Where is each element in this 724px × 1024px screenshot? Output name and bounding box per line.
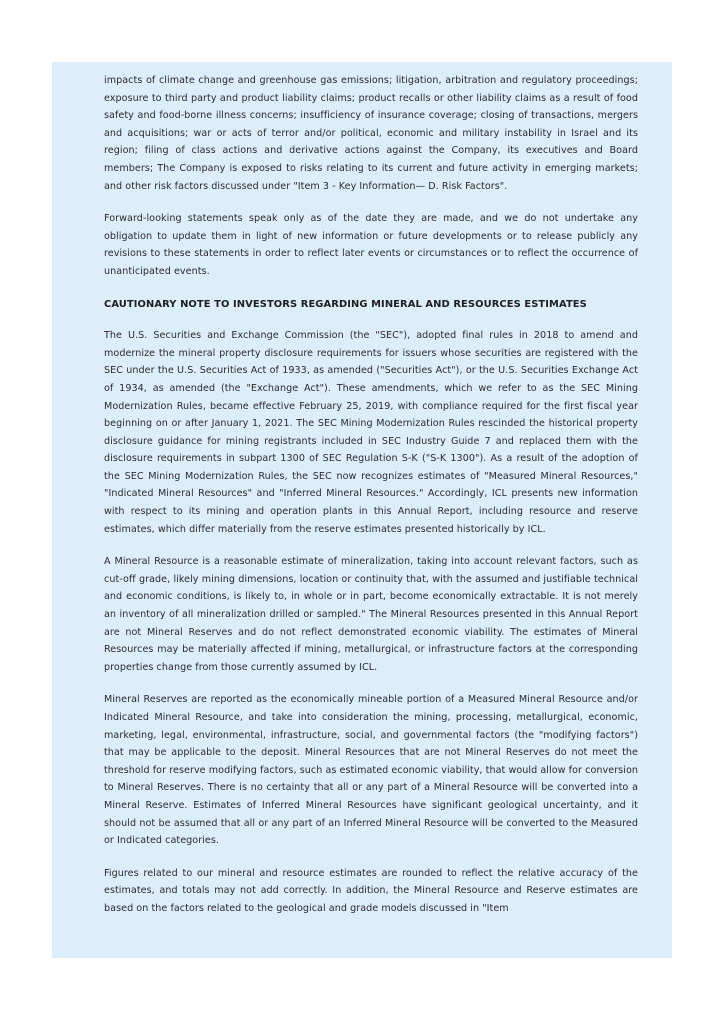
paragraph-mineral-reserves: Mineral Reserves are reported as the economically mineable portion of a Measured Mineral Resource and/or Indicated Mineral Resource, and take into consideration the mining, processing, metallurgical, economic, marketing, legal, environmental, infrastructure, social, and governmental factors (the "modifying factors") that may be applicable to the deposit. Mineral Resources that are not Mineral Reserves do not meet the threshold for reserve modifying factors, such as estimated economic viability, that would allow for conversion to Mineral Reserves. There is no certainty that all or any part of a Mineral Resource will be converted into a Mineral Reserve. Estimates of Inferred Mineral Resources have significant geological uncertainty, and it should not be assumed that all or any part of an Inferred Mineral Resource will be converted to the Measured or Indicated categories. <box>104 694 638 847</box>
paragraph-risk-factors: impacts of climate change and greenhouse gas emissions; litigation, arbitration and regulatory proceedings; exposure to third party and product liability claims; product recalls or other liability claims as a result of food safety and food-borne illness concerns; insufficiency of insurance coverage; closing of transactions, mergers and acquisitions; war or acts of terror and/or political, economic and military instability in Israel and its region; filing of class actions and derivative actions against the Company, its executives and Board members; The Company is exposed to risks relating to its current and future activity in emerging markets; and other risk factors discussed under "Item 3 - Key Information— D. Risk Factors". <box>104 75 638 192</box>
paragraph-mineral-resource: A Mineral Resource is a reasonable estimate of mineralization, taking into account relevant factors, such as cut-off grade, likely mining dimensions, location or continuity that, with the assumed and justifiable technical and economic conditions, is likely to, in whole or in part, become economically extractable. It is not merely an inventory of all mineralization drilled or sampled." The Mineral Resources presented in this Annual Report are not Mineral Reserves and do not reflect demonstrated economic viability. The estimates of Mineral Resources may be materially affected if mining, metallurgical, or infrastructure factors at the corresponding properties change from those currently assumed by ICL. <box>104 556 638 673</box>
paragraph-forward-looking: Forward-looking statements speak only as of the date they are made, and we do not undertake any obligation to update them in light of new information or future developments or to release publicly any revisions to these statements in order to reflect later events or circumstances or to reflect the occurrence of unanticipated events. <box>104 213 638 277</box>
paragraph-figures-rounding: Figures related to our mineral and resource estimates are rounded to reflect the relative accuracy of the estimates, and totals may not add correctly. In addition, the Mineral Resource and Reserve estimates are based on the factors related to the geological and grade models discussed in "Item <box>104 867 638 914</box>
document-panel <box>52 62 672 958</box>
paragraph-sec-rules: The U.S. Securities and Exchange Commission (the "SEC"), adopted final rules in 2018 to amend and modernize the mineral property disclosure requirements for issuers whose securities are registered with the SEC under the U.S. Securities Act of 1933, as amended ("Securities Act"), or the U.S. Securities Exchange Act of 1934, as amended (the "Exchange Act"). These amendments, which we refer to as the SEC Mining Modernization Rules, became effective February 25, 2019, with compliance required for the first fiscal year beginning on or after January 1, 2021. The SEC Mining Modernization Rules rescinded the historical property disclosure guidance for mining registrants included in SEC Industry Guide 7 and replaced them with the disclosure requirements in subpart 1300 of SEC Regulation S-K ("S-K 1300"). As a result of the adoption of the SEC Mining Modernization Rules, the SEC now recognizes estimates of "Measured Mineral Resources," "Indicated Mineral Resources" and "Inferred Mineral Resources." Accordingly, ICL presents new information with respect to its mining and operation plants in this Annual Report, including resource and reserve estimates, which differ materially from the reserve estimates presented historically by ICL. <box>104 330 638 535</box>
section-heading: CAUTIONARY NOTE TO INVESTORS REGARDING MINERAL AND RESOURCES ESTIMATES <box>104 298 587 310</box>
